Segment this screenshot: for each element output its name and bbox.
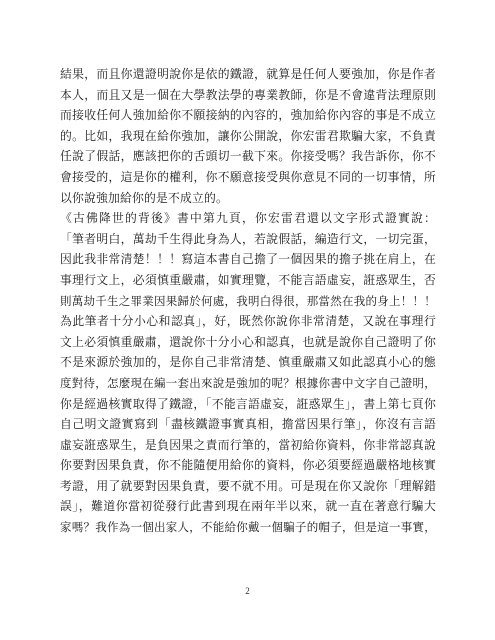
text-line: 自己明文證實寫到「盡核鐵證事實真相，擔當因果行筆」，你沒有言語 (60, 417, 436, 432)
text-line: 《古佛降世的背後》書中第九頁，你宏雷君還以文字形式證實說： (60, 211, 436, 226)
text-line: 虛妄誑惑眾生，是負因果之責而行筆的，當初給你資料，你非常認真說 (60, 437, 436, 452)
text-line: 家嗎？我作為一個出家人，不能給你戴一個騙子的帽子，但是這一事實， (60, 520, 436, 535)
text-line: 為此筆者十分小心和認真」，好，既然你說你非常清楚，又說在事理行 (60, 314, 436, 329)
page-number: 2 (245, 586, 250, 596)
text-line: 任說了假話，應該把你的舌頭切一截下來。你接受嗎？我告訴你，你不 (60, 149, 436, 164)
paragraph-2 (60, 208, 436, 538)
text-line: 則萬劫千生之罪業因果歸於何處，我明白得很，那當然在我的身上！！！ (60, 293, 436, 308)
text-line: 度對待，怎麼現在編一套出來說是強加的呢？根據你書中文字自己證明， (60, 375, 436, 390)
text-line: 本人，而且又是一個在大學教法學的專業教師，你是不會違背法理原則 (60, 87, 436, 102)
text-line: 你要對因果負責，你不能隨便用給你的資料，你必須要經過嚴格地核實 (60, 458, 436, 473)
text-line: 不是來源於強加的，是你自己非常清楚、慎重嚴肅又如此認真小心的態 (60, 355, 436, 370)
text-line: 而接收任何人強加給你不願接納的內容的，強加給你內容的事是不成立 (60, 108, 436, 123)
text-line: 「筆者明白，萬劫千生得此身為人，若說假話，編造行文，一切完蛋， (60, 231, 436, 246)
paragraph-1 (60, 64, 436, 208)
body-text (60, 64, 436, 538)
text-line: 你是經過核實取得了鐵證，「不能言語虛妄，誑惑眾生」，書上第七頁你 (60, 396, 436, 411)
text-line: 事理行文上，必須慎重嚴肅，如實理覽，不能言語虛妄，誑惑眾生，否 (60, 272, 436, 287)
text-line: 因此我非常清楚！！！寫這本書自己擔了一個因果的擔子挑在肩上，在 (60, 252, 436, 267)
text-line: 文上必須慎重嚴肅，還說你十分小心和認真，也就是說你自己證明了你 (60, 334, 436, 349)
text-line: 會接受的，這是你的權利，你不願意接受與你意見不同的一切事情，所 (60, 169, 436, 184)
text-line: 考證，用了就要對因果負責，要不就不用。可是現在你又說你「理解錯 (60, 478, 436, 493)
text-line: 的。比如，我現在給你強加，讓你公開說，你宏雷君欺騙大家，不負責 (60, 128, 436, 143)
text-line: 誤」，難道你當初從發行此書到現在兩年半以來，就一直在著意行騙大 (60, 499, 436, 514)
text-line: 以你說強加給你的是不成立的。 (60, 190, 228, 205)
text-line: 結果，而且你還證明說你是依的鐵證，就算是任何人要強加，你是作者 (60, 67, 436, 81)
